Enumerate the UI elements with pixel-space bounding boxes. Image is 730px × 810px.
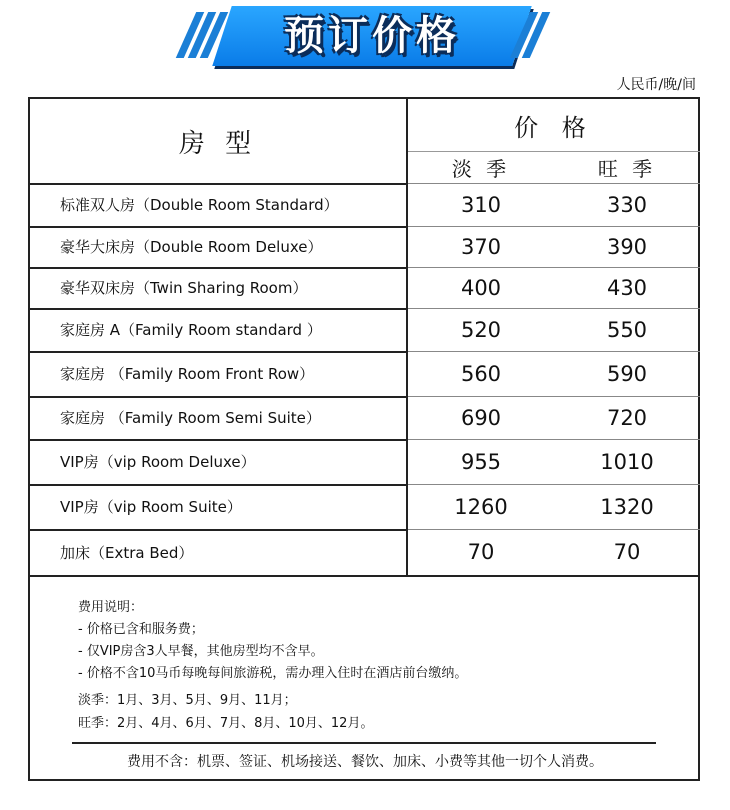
notes-title: 费用说明： — [78, 600, 144, 615]
note-item: - 价格已含和服务费； — [78, 622, 204, 637]
header-room-type: 房 型 — [178, 128, 258, 159]
room-name: VIP房（vip Room Deluxe） — [60, 453, 256, 471]
note-item: - 仅VIP房含3人早餐，其他房型均不含早。 — [78, 644, 324, 659]
high-season-price: 70 — [613, 540, 641, 564]
room-name: VIP房（vip Room Suite） — [60, 498, 242, 516]
low-season-price: 400 — [460, 275, 502, 300]
low-season-months: ：1月、3月、5月、9月、11月； — [104, 693, 297, 708]
low-season-price: 310 — [460, 192, 502, 217]
high-season-price: 720 — [606, 405, 648, 430]
high-season-price: 590 — [606, 361, 648, 386]
low-season-price: 1260 — [454, 494, 508, 519]
room-name: 家庭房 A（Family Room standard ） — [60, 321, 322, 339]
high-season-line — [78, 712, 373, 731]
footer-divider — [72, 742, 656, 744]
high-season-months: ：2月、4月、6月、7月、8月、10月、12月。 — [104, 716, 374, 731]
header-high-season: 旺 季 — [597, 157, 657, 181]
currency-unit: 人民币/晚/间 — [616, 77, 696, 93]
low-season-label: 淡季 — [78, 693, 105, 708]
price-table — [28, 97, 700, 781]
room-name: 加床（Extra Bed） — [60, 543, 194, 562]
low-season-line — [78, 689, 297, 708]
low-season-price: 560 — [460, 361, 502, 386]
room-name: 豪华大床房（Double Room Deluxe） — [60, 238, 323, 256]
low-season-price: 690 — [460, 405, 502, 430]
low-season-price: 520 — [460, 317, 502, 342]
header-low-season: 淡 季 — [451, 157, 511, 181]
note-item: - 价格不含10马币每晚每间旅游税，需办理入住时在酒店前台缴纳。 — [78, 666, 468, 681]
header-price: 价 格 — [514, 113, 594, 142]
high-season-price: 430 — [606, 275, 648, 300]
low-season-price: 70 — [467, 540, 495, 564]
table-bottom-border — [30, 575, 700, 577]
high-season-price: 1010 — [600, 449, 654, 474]
title-banner — [0, 0, 730, 72]
room-name: 家庭房 （Family Room Semi Suite） — [60, 409, 321, 427]
high-season-label: 旺季 — [78, 716, 105, 731]
room-name: 家庭房 （Family Room Front Row） — [60, 365, 315, 383]
low-season-price: 370 — [460, 234, 502, 259]
room-name: 豪华双床房（Twin Sharing Room） — [60, 279, 308, 297]
room-name: 标准双人房（Double Room Standard） — [60, 196, 339, 214]
notes-section — [78, 597, 467, 685]
page-title: 预订价格 — [284, 13, 460, 59]
high-season-price: 390 — [606, 234, 648, 259]
high-season-price: 330 — [606, 192, 648, 217]
footer-exclusions: 费用不含：机票、签证、机场接送、餐饮、加床、小费等其他一切个人消费。 — [127, 754, 603, 770]
low-season-price: 955 — [460, 449, 502, 474]
high-season-price: 1320 — [600, 494, 654, 519]
high-season-price: 550 — [606, 317, 648, 342]
